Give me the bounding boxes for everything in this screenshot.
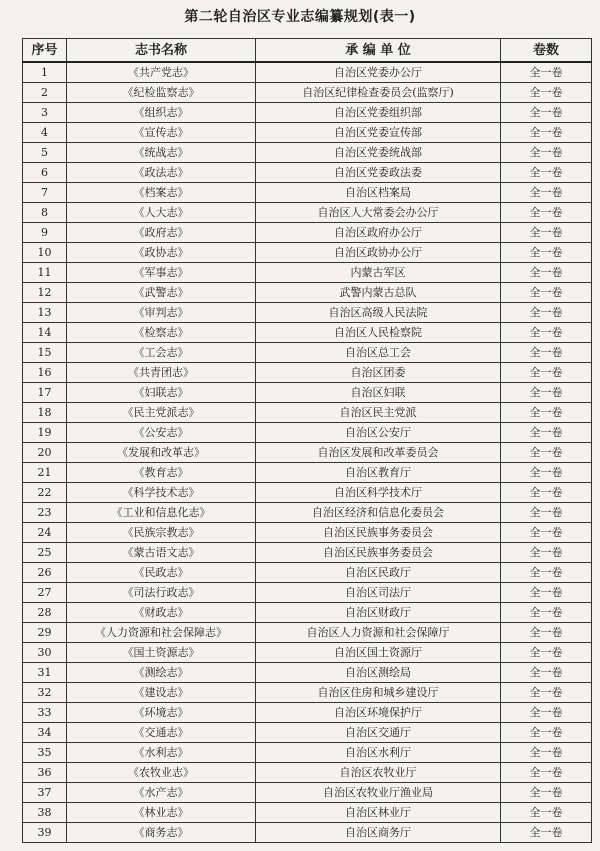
row-book-name: 《审判志》 bbox=[67, 303, 256, 323]
row-unit: 自治区环境保护厅 bbox=[256, 703, 501, 723]
row-unit: 自治区发展和改革委员会 bbox=[256, 443, 501, 463]
row-book-name: 《人大志》 bbox=[67, 203, 256, 223]
row-volumes: 全一卷 bbox=[501, 283, 592, 303]
row-volumes: 全一卷 bbox=[501, 343, 592, 363]
header-book-name: 志书名称 bbox=[67, 39, 256, 63]
table-row bbox=[23, 143, 592, 163]
row-unit: 自治区党委政法委 bbox=[256, 163, 501, 183]
table-row bbox=[23, 183, 592, 203]
row-index: 21 bbox=[23, 463, 67, 483]
row-book-name: 《政法志》 bbox=[67, 163, 256, 183]
row-index: 28 bbox=[23, 603, 67, 623]
row-volumes: 全一卷 bbox=[501, 583, 592, 603]
row-volumes: 全一卷 bbox=[501, 363, 592, 383]
row-index: 5 bbox=[23, 143, 67, 163]
row-index: 7 bbox=[23, 183, 67, 203]
row-index: 36 bbox=[23, 763, 67, 783]
table-row bbox=[23, 823, 592, 843]
row-unit: 自治区民族事务委员会 bbox=[256, 543, 501, 563]
row-volumes: 全一卷 bbox=[501, 143, 592, 163]
row-index: 14 bbox=[23, 323, 67, 343]
row-volumes: 全一卷 bbox=[501, 423, 592, 443]
header-volumes: 卷数 bbox=[501, 39, 592, 63]
table-row bbox=[23, 663, 592, 683]
table-row bbox=[23, 62, 592, 83]
row-index: 26 bbox=[23, 563, 67, 583]
row-index: 19 bbox=[23, 423, 67, 443]
row-volumes: 全一卷 bbox=[501, 443, 592, 463]
table-row bbox=[23, 703, 592, 723]
table-row bbox=[23, 203, 592, 223]
row-unit: 自治区经济和信息化委员会 bbox=[256, 503, 501, 523]
row-unit: 自治区党委办公厅 bbox=[256, 62, 501, 83]
row-volumes: 全一卷 bbox=[501, 203, 592, 223]
header-index: 序号 bbox=[23, 39, 67, 63]
row-index: 1 bbox=[23, 62, 67, 83]
table-row bbox=[23, 443, 592, 463]
row-volumes: 全一卷 bbox=[501, 383, 592, 403]
row-index: 12 bbox=[23, 283, 67, 303]
row-volumes: 全一卷 bbox=[501, 103, 592, 123]
table-header-row bbox=[23, 39, 592, 63]
row-book-name: 《水利志》 bbox=[67, 743, 256, 763]
row-index: 3 bbox=[23, 103, 67, 123]
table-row bbox=[23, 423, 592, 443]
row-book-name: 《档案志》 bbox=[67, 183, 256, 203]
row-unit: 自治区林业厅 bbox=[256, 803, 501, 823]
row-index: 35 bbox=[23, 743, 67, 763]
row-index: 6 bbox=[23, 163, 67, 183]
document-title: 第二轮自治区专业志编纂规划(表一) bbox=[184, 9, 416, 25]
table-row bbox=[23, 363, 592, 383]
row-book-name: 《环境志》 bbox=[67, 703, 256, 723]
row-unit: 自治区政府办公厅 bbox=[256, 223, 501, 243]
row-volumes: 全一卷 bbox=[501, 663, 592, 683]
row-index: 20 bbox=[23, 443, 67, 463]
row-volumes: 全一卷 bbox=[501, 563, 592, 583]
row-index: 13 bbox=[23, 303, 67, 323]
row-unit: 自治区人力资源和社会保障厅 bbox=[256, 623, 501, 643]
table-row bbox=[23, 103, 592, 123]
row-index: 39 bbox=[23, 823, 67, 843]
row-book-name: 《林业志》 bbox=[67, 803, 256, 823]
table-row bbox=[23, 163, 592, 183]
table-row bbox=[23, 323, 592, 343]
row-unit: 自治区财政厅 bbox=[256, 603, 501, 623]
table-row bbox=[23, 803, 592, 823]
row-unit: 武警内蒙古总队 bbox=[256, 283, 501, 303]
row-unit: 自治区总工会 bbox=[256, 343, 501, 363]
row-index: 2 bbox=[23, 83, 67, 103]
table-row bbox=[23, 83, 592, 103]
row-index: 11 bbox=[23, 263, 67, 283]
row-volumes: 全一卷 bbox=[501, 763, 592, 783]
row-book-name: 《建设志》 bbox=[67, 683, 256, 703]
row-book-name: 《组织志》 bbox=[67, 103, 256, 123]
row-unit: 自治区团委 bbox=[256, 363, 501, 383]
row-unit: 自治区住房和城乡建设厅 bbox=[256, 683, 501, 703]
row-unit: 自治区档案局 bbox=[256, 183, 501, 203]
row-book-name: 《蒙古语文志》 bbox=[67, 543, 256, 563]
row-book-name: 《公安志》 bbox=[67, 423, 256, 443]
table-row bbox=[23, 683, 592, 703]
row-index: 33 bbox=[23, 703, 67, 723]
row-book-name: 《农牧业志》 bbox=[67, 763, 256, 783]
row-book-name: 《军事志》 bbox=[67, 263, 256, 283]
row-unit: 自治区民族事务委员会 bbox=[256, 523, 501, 543]
row-index: 32 bbox=[23, 683, 67, 703]
row-book-name: 《测绘志》 bbox=[67, 663, 256, 683]
row-index: 27 bbox=[23, 583, 67, 603]
row-volumes: 全一卷 bbox=[501, 503, 592, 523]
row-book-name: 《科学技术志》 bbox=[67, 483, 256, 503]
table-row bbox=[23, 243, 592, 263]
row-index: 9 bbox=[23, 223, 67, 243]
row-volumes: 全一卷 bbox=[501, 803, 592, 823]
table-row bbox=[23, 463, 592, 483]
table-row bbox=[23, 763, 592, 783]
row-book-name: 《妇联志》 bbox=[67, 383, 256, 403]
row-volumes: 全一卷 bbox=[501, 523, 592, 543]
row-unit: 自治区测绘局 bbox=[256, 663, 501, 683]
row-volumes: 全一卷 bbox=[501, 703, 592, 723]
row-unit: 自治区人民检察院 bbox=[256, 323, 501, 343]
row-index: 31 bbox=[23, 663, 67, 683]
row-unit: 自治区妇联 bbox=[256, 383, 501, 403]
row-volumes: 全一卷 bbox=[501, 603, 592, 623]
row-book-name: 《政府志》 bbox=[67, 223, 256, 243]
table-row bbox=[23, 403, 592, 423]
row-volumes: 全一卷 bbox=[501, 683, 592, 703]
table-row bbox=[23, 643, 592, 663]
row-book-name: 《交通志》 bbox=[67, 723, 256, 743]
table-row bbox=[23, 523, 592, 543]
row-index: 8 bbox=[23, 203, 67, 223]
row-index: 23 bbox=[23, 503, 67, 523]
table-row bbox=[23, 283, 592, 303]
row-unit: 自治区民主党派 bbox=[256, 403, 501, 423]
row-unit: 自治区公安厅 bbox=[256, 423, 501, 443]
row-index: 4 bbox=[23, 123, 67, 143]
row-book-name: 《人力资源和社会保障志》 bbox=[67, 623, 256, 643]
row-book-name: 《检察志》 bbox=[67, 323, 256, 343]
row-unit: 自治区国土资源厅 bbox=[256, 643, 501, 663]
row-index: 25 bbox=[23, 543, 67, 563]
table-row bbox=[23, 503, 592, 523]
table-row bbox=[23, 743, 592, 763]
row-book-name: 《统战志》 bbox=[67, 143, 256, 163]
row-unit: 自治区民政厅 bbox=[256, 563, 501, 583]
row-unit: 自治区人大常委会办公厅 bbox=[256, 203, 501, 223]
row-volumes: 全一卷 bbox=[501, 403, 592, 423]
row-volumes: 全一卷 bbox=[501, 623, 592, 643]
table-row bbox=[23, 343, 592, 363]
row-volumes: 全一卷 bbox=[501, 783, 592, 803]
row-volumes: 全一卷 bbox=[501, 243, 592, 263]
row-unit: 自治区科学技术厅 bbox=[256, 483, 501, 503]
table-row bbox=[23, 483, 592, 503]
row-unit: 自治区纪律检查委员会(监察厅) bbox=[256, 83, 501, 103]
row-book-name: 《民主党派志》 bbox=[67, 403, 256, 423]
row-book-name: 《民政志》 bbox=[67, 563, 256, 583]
table-row bbox=[23, 223, 592, 243]
row-unit: 自治区商务厅 bbox=[256, 823, 501, 843]
row-book-name: 《纪检监察志》 bbox=[67, 83, 256, 103]
row-index: 18 bbox=[23, 403, 67, 423]
row-book-name: 《政协志》 bbox=[67, 243, 256, 263]
row-volumes: 全一卷 bbox=[501, 483, 592, 503]
row-index: 22 bbox=[23, 483, 67, 503]
row-volumes: 全一卷 bbox=[501, 323, 592, 343]
row-unit: 自治区农牧业厅 bbox=[256, 763, 501, 783]
header-unit: 承 编 单 位 bbox=[256, 39, 501, 63]
row-book-name: 《民族宗教志》 bbox=[67, 523, 256, 543]
row-index: 30 bbox=[23, 643, 67, 663]
table-row bbox=[23, 123, 592, 143]
row-index: 37 bbox=[23, 783, 67, 803]
table-row bbox=[23, 263, 592, 283]
row-unit: 自治区交通厅 bbox=[256, 723, 501, 743]
row-book-name: 《工会志》 bbox=[67, 343, 256, 363]
row-unit: 自治区司法厅 bbox=[256, 583, 501, 603]
table-row bbox=[23, 623, 592, 643]
row-volumes: 全一卷 bbox=[501, 223, 592, 243]
row-volumes: 全一卷 bbox=[501, 303, 592, 323]
row-unit: 自治区党委统战部 bbox=[256, 143, 501, 163]
row-unit: 自治区高级人民法院 bbox=[256, 303, 501, 323]
table-row bbox=[23, 383, 592, 403]
row-book-name: 《水产志》 bbox=[67, 783, 256, 803]
row-volumes: 全一卷 bbox=[501, 723, 592, 743]
row-index: 24 bbox=[23, 523, 67, 543]
row-book-name: 《工业和信息化志》 bbox=[67, 503, 256, 523]
row-volumes: 全一卷 bbox=[501, 543, 592, 563]
row-unit: 自治区水利厅 bbox=[256, 743, 501, 763]
row-book-name: 《财政志》 bbox=[67, 603, 256, 623]
plan-table bbox=[22, 38, 592, 843]
row-book-name: 《国土资源志》 bbox=[67, 643, 256, 663]
row-book-name: 《教育志》 bbox=[67, 463, 256, 483]
table-row bbox=[23, 723, 592, 743]
row-volumes: 全一卷 bbox=[501, 463, 592, 483]
row-index: 15 bbox=[23, 343, 67, 363]
table-row bbox=[23, 543, 592, 563]
table-row bbox=[23, 783, 592, 803]
row-index: 29 bbox=[23, 623, 67, 643]
row-index: 10 bbox=[23, 243, 67, 263]
row-index: 17 bbox=[23, 383, 67, 403]
row-volumes: 全一卷 bbox=[501, 83, 592, 103]
row-volumes: 全一卷 bbox=[501, 743, 592, 763]
row-index: 34 bbox=[23, 723, 67, 743]
row-volumes: 全一卷 bbox=[501, 263, 592, 283]
row-book-name: 《商务志》 bbox=[67, 823, 256, 843]
row-volumes: 全一卷 bbox=[501, 62, 592, 83]
row-volumes: 全一卷 bbox=[501, 823, 592, 843]
table-row bbox=[23, 303, 592, 323]
table-row bbox=[23, 603, 592, 623]
row-index: 38 bbox=[23, 803, 67, 823]
table-row bbox=[23, 583, 592, 603]
table-row bbox=[23, 563, 592, 583]
row-book-name: 《宣传志》 bbox=[67, 123, 256, 143]
row-volumes: 全一卷 bbox=[501, 183, 592, 203]
row-book-name: 《武警志》 bbox=[67, 283, 256, 303]
row-unit: 自治区政协办公厅 bbox=[256, 243, 501, 263]
row-unit: 自治区农牧业厅渔业局 bbox=[256, 783, 501, 803]
row-book-name: 《司法行政志》 bbox=[67, 583, 256, 603]
row-volumes: 全一卷 bbox=[501, 643, 592, 663]
row-unit: 自治区党委宣传部 bbox=[256, 123, 501, 143]
row-unit: 自治区教育厅 bbox=[256, 463, 501, 483]
row-index: 16 bbox=[23, 363, 67, 383]
row-book-name: 《共产党志》 bbox=[67, 62, 256, 83]
row-book-name: 《发展和改革志》 bbox=[67, 443, 256, 463]
row-volumes: 全一卷 bbox=[501, 163, 592, 183]
row-unit: 内蒙古军区 bbox=[256, 263, 501, 283]
row-volumes: 全一卷 bbox=[501, 123, 592, 143]
row-unit: 自治区党委组织部 bbox=[256, 103, 501, 123]
row-book-name: 《共青团志》 bbox=[67, 363, 256, 383]
